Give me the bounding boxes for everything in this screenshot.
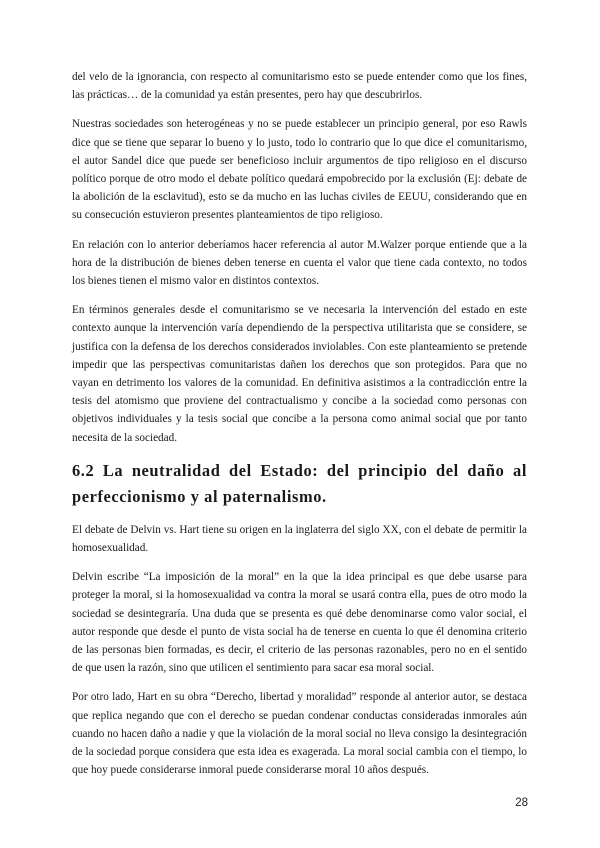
paragraph-walzer: En relación con lo anterior deberíamos hacer referencia al autor M.Walzer porque entiende que a la hora de la distribución de bienes deben tenerse en cuenta el valor que tiene cada contexto, no todos los bienes tienen el mismo valor en distintos contextos. <box>72 238 527 288</box>
paragraph-intervencion-estado: En términos generales desde el comunitarismo se ve necesaria la intervención del estado en este contexto aunque la intervención varía dependiendo de la perspectiva utilitarista que se considere, se justifica con la defensa de los derechos considerados inviolables. Con este planteamiento se pretende impedir que las perspectivas comunitaristas dañen los derechos que son protegidos. Para que no vayan en detrimento los valores de la comunidad. En definitiva asistimos a la contradicción entre la tesis del atomismo que proviene del contractualismo y concibe a la sociedad como personas con objetivos individuales y la tesis social que concibe a la persona como animal social que por tanto necesita de la sociedad. <box>72 304 527 444</box>
document-page <box>72 68 527 791</box>
paragraph-hart-respuesta: Por otro lado, Hart en su obra “Derecho, libertad y moralidad” responde al anterior autor, se destaca que replica negando que con el derecho se puedan condenar conductas consideradas inmorales aún cuando no hacen daño a nadie y que la violación de la moral social no lleva consigo la desintegración de la sociedad porque considera que esta idea es exagerada. La moral social cambia con el tiempo, lo que hoy puede considerarse inmoral puede considerarse moral 10 años después. <box>72 691 527 777</box>
paragraph-delvin-imposicion: Delvin escribe “La imposición de la moral” en la que la idea principal es que debe usarse para proteger la moral, si la homosexualidad va contra la moral se usará contra ella, pues de otro modo la sociedad se desintegraría. Una duda que se presenta es qué debe denominarse como valor social, el autor responde que desde el punto de vista social ha de tenerse en cuenta lo que él denomina criterio de las personas bien formadas, es decir, el criterio de las personas razonables, pero no en el sentido de que usen la razón, sino que utilicen el sentimiento para sacar esa moral social. <box>72 571 527 675</box>
paragraph-delvin-hart: El debate de Delvin vs. Hart tiene su origen en la inglaterra del siglo XX, con el debate de permitir la homosexualidad. <box>72 523 527 555</box>
paragraph-sociedades-heterogeneas: Nuestras sociedades son heterogéneas y no se puede establecer un principio general, por eso Rawls dice que se tiene que separar lo bueno y lo justo, todo lo contrario que lo que dice el comunitarismo, el autor Sandel dice que puede ser beneficioso incluir argumentos de tipo religioso en el discurso político porque de otro modo el debate político quedará empobrecido por la exclusión (Ej: debate de la abolición de la esclavitud), esto se da mucho en las luchas civiles de EEUU, considerando que en su consecución estuvieron presentes planteamientos de tipo religioso. <box>72 118 527 222</box>
page-number: 28 <box>515 797 528 809</box>
paragraph-velo-ignorancia: del velo de la ignorancia, con respecto al comunitarismo esto se puede entender como que los fines, las prácticas… de la comunidad ya están presentes, pero hay que descubrirlos. <box>72 71 527 102</box>
section-heading: 6.2 La neutralidad del Estado: del principio del daño al perfeccionismo y al paternalismo. <box>72 460 527 506</box>
